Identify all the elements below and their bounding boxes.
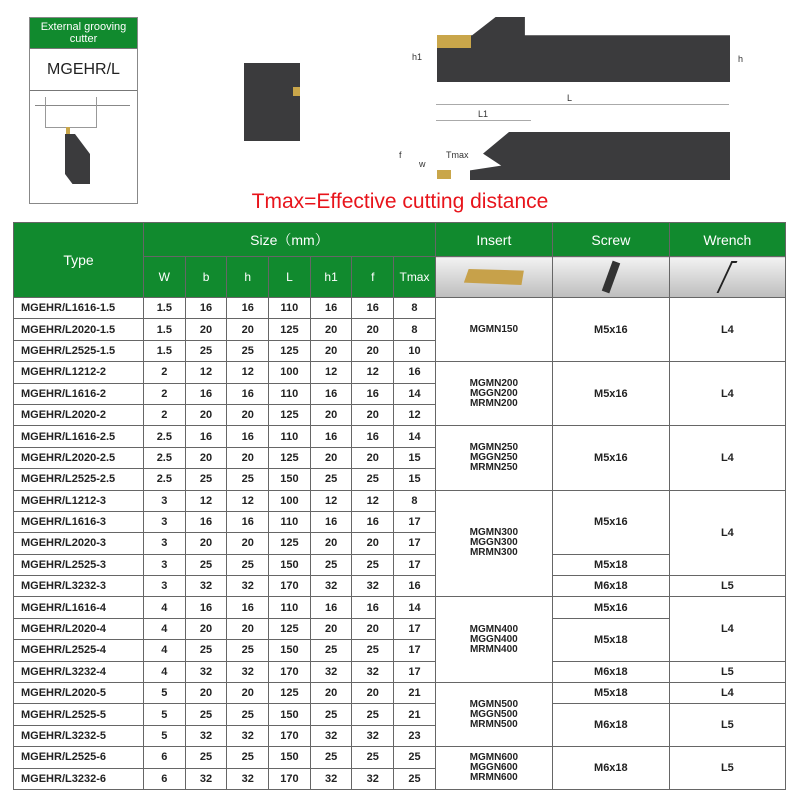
- cell-screw: M6x18: [552, 576, 669, 597]
- cell-l: 150: [269, 554, 311, 575]
- cell-l: 170: [269, 661, 311, 682]
- label-f: f: [399, 150, 402, 160]
- cell-b: 16: [185, 426, 227, 447]
- cell-l: 150: [269, 747, 311, 768]
- header-size-h: h: [227, 257, 269, 298]
- cell-b: 25: [185, 554, 227, 575]
- cell-screw: M6x18: [552, 704, 669, 747]
- cell-insert: MGMN200 MGGN200 MRMN200: [435, 362, 552, 426]
- cell-wrench: L4: [669, 597, 785, 661]
- header-size-l: L: [269, 257, 311, 298]
- cell-wrench: L5: [669, 576, 785, 597]
- table-row: [14, 298, 786, 319]
- cell-l: 125: [269, 340, 311, 361]
- cell-h: 12: [227, 490, 269, 511]
- cell-l: 125: [269, 618, 311, 639]
- cell-type: MGEHR/L1616-4: [14, 597, 144, 618]
- cell-f: 25: [352, 747, 394, 768]
- cell-w: 4: [144, 597, 186, 618]
- cell-f: 16: [352, 597, 394, 618]
- label-h1: h1: [412, 52, 423, 62]
- cell-screw: M5x16: [552, 298, 669, 362]
- cell-type: MGEHR/L2020-4: [14, 618, 144, 639]
- cell-h: 16: [227, 426, 269, 447]
- cell-h: 16: [227, 511, 269, 532]
- cell-h1: 25: [310, 554, 352, 575]
- cell-w: 1.5: [144, 319, 186, 340]
- cell-f: 25: [352, 554, 394, 575]
- cell-w: 3: [144, 576, 186, 597]
- cell-h1: 20: [310, 340, 352, 361]
- cell-screw: M6x18: [552, 747, 669, 790]
- cell-wrench: L4: [669, 490, 785, 576]
- cell-h1: 25: [310, 640, 352, 661]
- cell-b: 25: [185, 640, 227, 661]
- cell-f: 32: [352, 576, 394, 597]
- cell-tmax: 21: [394, 704, 436, 725]
- cell-type: MGEHR/L1616-1.5: [14, 298, 144, 319]
- cell-type: MGEHR/L2020-5: [14, 683, 144, 704]
- table-row: [14, 747, 786, 768]
- cell-h: 25: [227, 704, 269, 725]
- cell-tmax: 16: [394, 362, 436, 383]
- header-insert: Insert: [435, 223, 552, 257]
- cell-h1: 16: [310, 383, 352, 404]
- cell-h: 25: [227, 554, 269, 575]
- cell-b: 25: [185, 704, 227, 725]
- header-size-tmax: Tmax: [394, 257, 436, 298]
- label-w: w: [419, 159, 426, 169]
- cell-h1: 32: [310, 725, 352, 746]
- cell-l: 125: [269, 683, 311, 704]
- cell-h: 20: [227, 683, 269, 704]
- cell-screw: M5x18: [552, 683, 669, 704]
- cell-w: 2: [144, 362, 186, 383]
- cell-type: MGEHR/L2525-5: [14, 704, 144, 725]
- cell-screw: M5x16: [552, 490, 669, 554]
- cell-insert: MGMN500 MGGN500 MRMN500: [435, 683, 552, 747]
- cell-h: 32: [227, 576, 269, 597]
- cell-insert: MGMN400 MGGN400 MRMN400: [435, 597, 552, 683]
- cell-f: 16: [352, 298, 394, 319]
- cell-b: 16: [185, 511, 227, 532]
- cell-f: 25: [352, 469, 394, 490]
- cell-tmax: 14: [394, 383, 436, 404]
- cell-screw: M5x18: [552, 618, 669, 661]
- cell-w: 3: [144, 533, 186, 554]
- cell-b: 25: [185, 469, 227, 490]
- header-size-w: W: [144, 257, 186, 298]
- cell-b: 20: [185, 683, 227, 704]
- cell-f: 12: [352, 362, 394, 383]
- cell-h1: 20: [310, 447, 352, 468]
- cell-h1: 32: [310, 576, 352, 597]
- cell-w: 1.5: [144, 298, 186, 319]
- table-row: [14, 362, 786, 383]
- cell-h1: 25: [310, 469, 352, 490]
- cell-tmax: 8: [394, 298, 436, 319]
- cell-type: MGEHR/L2020-1.5: [14, 319, 144, 340]
- header-wrench: Wrench: [669, 223, 785, 257]
- cell-type: MGEHR/L2525-3: [14, 554, 144, 575]
- cell-insert: MGMN150: [435, 298, 552, 362]
- cell-b: 16: [185, 298, 227, 319]
- cell-wrench: L5: [669, 704, 785, 747]
- cell-b: 12: [185, 490, 227, 511]
- wrench-icon: [669, 257, 785, 298]
- cell-h1: 16: [310, 511, 352, 532]
- cell-b: 32: [185, 661, 227, 682]
- cell-type: MGEHR/L2525-2.5: [14, 469, 144, 490]
- cell-l: 150: [269, 640, 311, 661]
- cell-tmax: 8: [394, 319, 436, 340]
- cell-h: 32: [227, 725, 269, 746]
- cell-f: 25: [352, 704, 394, 725]
- cell-h1: 25: [310, 704, 352, 725]
- cell-l: 125: [269, 447, 311, 468]
- label-tmax: Tmax: [446, 150, 469, 160]
- cell-w: 3: [144, 511, 186, 532]
- header-size-h1: h1: [310, 257, 352, 298]
- tool-front-view: [244, 63, 300, 141]
- cell-h: 16: [227, 298, 269, 319]
- header-size-f: f: [352, 257, 394, 298]
- header-type: Type: [14, 223, 144, 298]
- cell-tmax: 16: [394, 576, 436, 597]
- cell-h1: 20: [310, 618, 352, 639]
- cell-w: 5: [144, 704, 186, 725]
- cell-h: 25: [227, 469, 269, 490]
- cell-w: 6: [144, 768, 186, 789]
- cell-l: 125: [269, 404, 311, 425]
- cell-f: 20: [352, 404, 394, 425]
- cell-w: 2: [144, 383, 186, 404]
- cell-b: 20: [185, 618, 227, 639]
- cell-screw: M5x16: [552, 362, 669, 426]
- cell-screw: M5x16: [552, 426, 669, 490]
- table-row: [14, 704, 786, 725]
- cell-h1: 25: [310, 747, 352, 768]
- cell-wrench: L5: [669, 661, 785, 682]
- cell-l: 110: [269, 511, 311, 532]
- cell-l: 170: [269, 725, 311, 746]
- insert-tip: [437, 170, 451, 179]
- cell-tmax: 17: [394, 554, 436, 575]
- cell-tmax: 23: [394, 725, 436, 746]
- dim-line-L1: [436, 120, 531, 121]
- cell-wrench: L4: [669, 362, 785, 426]
- table-row: [14, 576, 786, 597]
- cell-b: 32: [185, 576, 227, 597]
- cell-l: 125: [269, 533, 311, 554]
- header-size-b: b: [185, 257, 227, 298]
- card-category: External grooving cutter: [30, 18, 137, 49]
- screw-icon: [552, 257, 669, 298]
- header-screw: Screw: [552, 223, 669, 257]
- cell-type: MGEHR/L1616-2.5: [14, 426, 144, 447]
- cell-w: 4: [144, 661, 186, 682]
- cell-f: 20: [352, 618, 394, 639]
- cell-l: 110: [269, 597, 311, 618]
- tool-sketch: [30, 91, 137, 201]
- cell-f: 20: [352, 533, 394, 554]
- cell-h: 32: [227, 768, 269, 789]
- cell-f: 20: [352, 683, 394, 704]
- cell-b: 32: [185, 768, 227, 789]
- tool-top-view: [470, 132, 730, 180]
- cell-tmax: 17: [394, 640, 436, 661]
- cell-tmax: 17: [394, 533, 436, 554]
- cell-f: 16: [352, 383, 394, 404]
- cell-tmax: 17: [394, 661, 436, 682]
- cell-h1: 12: [310, 362, 352, 383]
- cell-tmax: 15: [394, 469, 436, 490]
- dim-line-L: [436, 104, 729, 105]
- cell-h: 16: [227, 597, 269, 618]
- cell-b: 20: [185, 404, 227, 425]
- cell-f: 32: [352, 661, 394, 682]
- cell-wrench: L4: [669, 298, 785, 362]
- cell-h1: 20: [310, 533, 352, 554]
- table-row: [14, 683, 786, 704]
- cell-b: 32: [185, 725, 227, 746]
- cell-wrench: L5: [669, 747, 785, 790]
- cell-f: 25: [352, 640, 394, 661]
- cell-h1: 16: [310, 298, 352, 319]
- cell-w: 4: [144, 618, 186, 639]
- cell-f: 16: [352, 426, 394, 447]
- cell-tmax: 10: [394, 340, 436, 361]
- cell-type: MGEHR/L2020-3: [14, 533, 144, 554]
- cell-l: 170: [269, 576, 311, 597]
- cell-l: 100: [269, 490, 311, 511]
- cell-w: 2.5: [144, 469, 186, 490]
- cell-tmax: 12: [394, 404, 436, 425]
- cell-tmax: 25: [394, 768, 436, 789]
- cell-tmax: 15: [394, 447, 436, 468]
- cell-f: 16: [352, 511, 394, 532]
- label-h: h: [738, 54, 744, 64]
- cell-b: 20: [185, 533, 227, 554]
- cell-f: 20: [352, 447, 394, 468]
- cell-type: MGEHR/L2525-4: [14, 640, 144, 661]
- cell-h1: 12: [310, 490, 352, 511]
- cell-h1: 16: [310, 426, 352, 447]
- product-card: [29, 17, 138, 204]
- cell-b: 25: [185, 747, 227, 768]
- cell-l: 110: [269, 383, 311, 404]
- cell-type: MGEHR/L2020-2: [14, 404, 144, 425]
- cell-type: MGEHR/L3232-3: [14, 576, 144, 597]
- cell-type: MGEHR/L1212-2: [14, 362, 144, 383]
- table-row: [14, 597, 786, 618]
- cell-tmax: 21: [394, 683, 436, 704]
- cell-h: 32: [227, 661, 269, 682]
- label-L: L: [567, 93, 573, 103]
- cell-type: MGEHR/L1616-3: [14, 511, 144, 532]
- cell-insert: MGMN250 MGGN250 MRMN250: [435, 426, 552, 490]
- cell-h: 16: [227, 383, 269, 404]
- cell-f: 12: [352, 490, 394, 511]
- cell-type: MGEHR/L3232-5: [14, 725, 144, 746]
- cell-tmax: 8: [394, 490, 436, 511]
- insert-image: [437, 35, 471, 48]
- cell-b: 16: [185, 383, 227, 404]
- card-model: MGEHR/L: [30, 49, 137, 91]
- cell-h: 20: [227, 533, 269, 554]
- insert-icon: [435, 257, 552, 298]
- table-row: [14, 426, 786, 447]
- cell-w: 5: [144, 725, 186, 746]
- header-size: Size（mm）: [144, 223, 436, 257]
- cell-b: 20: [185, 319, 227, 340]
- cell-f: 20: [352, 340, 394, 361]
- cell-type: MGEHR/L1212-3: [14, 490, 144, 511]
- cell-tmax: 14: [394, 426, 436, 447]
- cell-screw: M5x16: [552, 597, 669, 618]
- label-L1: L1: [478, 109, 489, 119]
- cell-b: 12: [185, 362, 227, 383]
- cell-w: 5: [144, 683, 186, 704]
- cell-f: 32: [352, 725, 394, 746]
- cell-f: 20: [352, 319, 394, 340]
- table-row: [14, 490, 786, 511]
- cell-w: 4: [144, 640, 186, 661]
- cell-h1: 32: [310, 768, 352, 789]
- cell-wrench: L4: [669, 426, 785, 490]
- cell-w: 2.5: [144, 426, 186, 447]
- cell-l: 125: [269, 319, 311, 340]
- cell-tmax: 25: [394, 747, 436, 768]
- cell-h: 12: [227, 362, 269, 383]
- tmax-note: Tmax=Effective cutting distance: [251, 190, 549, 213]
- cell-h1: 32: [310, 661, 352, 682]
- cell-h: 20: [227, 447, 269, 468]
- tool-side-view: [437, 17, 730, 82]
- cell-h: 25: [227, 747, 269, 768]
- spec-table: [13, 222, 786, 790]
- cell-screw: M5x18: [552, 554, 669, 575]
- cell-type: MGEHR/L1616-2: [14, 383, 144, 404]
- cell-h: 25: [227, 340, 269, 361]
- cell-tmax: 14: [394, 597, 436, 618]
- cell-h1: 16: [310, 597, 352, 618]
- cell-l: 110: [269, 298, 311, 319]
- cell-f: 32: [352, 768, 394, 789]
- cell-type: MGEHR/L2525-1.5: [14, 340, 144, 361]
- cell-h: 25: [227, 640, 269, 661]
- cell-w: 3: [144, 554, 186, 575]
- cell-type: MGEHR/L3232-4: [14, 661, 144, 682]
- cell-w: 3: [144, 490, 186, 511]
- cell-h: 20: [227, 319, 269, 340]
- cell-w: 1.5: [144, 340, 186, 361]
- cell-b: 20: [185, 447, 227, 468]
- cell-screw: M6x18: [552, 661, 669, 682]
- cell-insert: MGMN300 MGGN300 MRMN300: [435, 490, 552, 597]
- cell-h1: 20: [310, 404, 352, 425]
- cell-h1: 20: [310, 683, 352, 704]
- cell-type: MGEHR/L2525-6: [14, 747, 144, 768]
- cell-tmax: 17: [394, 618, 436, 639]
- cell-b: 25: [185, 340, 227, 361]
- cell-l: 170: [269, 768, 311, 789]
- cell-h1: 20: [310, 319, 352, 340]
- table-row: [14, 661, 786, 682]
- cell-h: 20: [227, 404, 269, 425]
- cell-tmax: 17: [394, 511, 436, 532]
- cell-type: MGEHR/L3232-6: [14, 768, 144, 789]
- cell-h: 20: [227, 618, 269, 639]
- cell-l: 150: [269, 469, 311, 490]
- cell-w: 6: [144, 747, 186, 768]
- cell-l: 110: [269, 426, 311, 447]
- cell-type: MGEHR/L2020-2.5: [14, 447, 144, 468]
- cell-l: 150: [269, 704, 311, 725]
- cell-w: 2: [144, 404, 186, 425]
- cell-w: 2.5: [144, 447, 186, 468]
- cell-insert: MGMN600 MGGN600 MRMN600: [435, 747, 552, 790]
- cell-l: 100: [269, 362, 311, 383]
- cell-wrench: L4: [669, 683, 785, 704]
- cell-b: 16: [185, 597, 227, 618]
